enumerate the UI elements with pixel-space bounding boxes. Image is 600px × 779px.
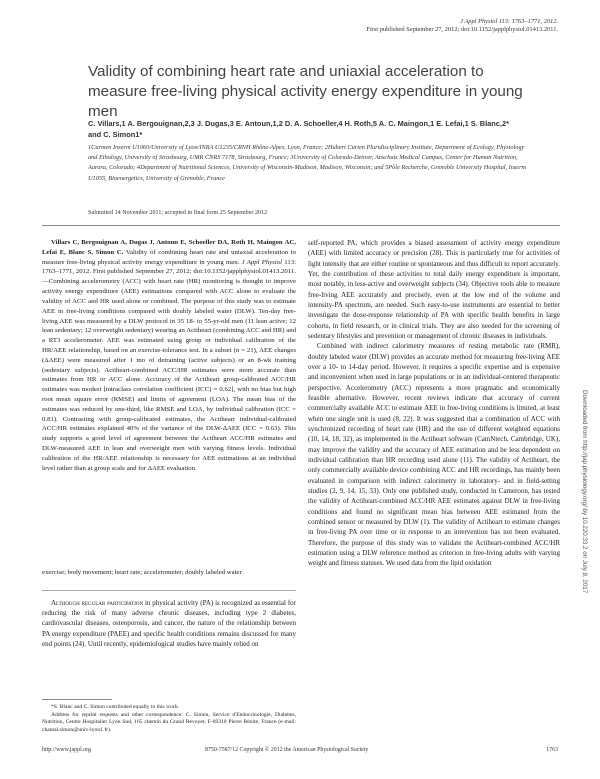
download-watermark: Downloaded from http://jap.physiology.org/ by 10.220.33.2 on July 8, 2017 <box>581 390 588 594</box>
footnote-divider <box>42 699 112 700</box>
introduction-start <box>42 598 296 649</box>
affiliations: 1Carmen Inserm U1060/University of Lyon/INRA U1235/CRNH Rhône-Alpes, Lyon, France; 2Hubert Curien Pluridisciplinary Institute, Department of Ecology, Physiology and Ethology, University of Strasbourg, UMR CNRS 7178, Strasbourg, France; 3University of Colorado-Denver, Anschutz Medical Campus, Center for Human Nutrition, Aurora, Colorado; 4Department of Nutritional Sciences, University of Wisconsin-Madison, Madison, Wisconsin; and 5Pôle Recherche, Grenoble University Hospital, Inserm U1055, Bioenergetics, University of Grenoble, France <box>88 144 527 182</box>
header-divider <box>42 225 560 226</box>
running-header <box>366 18 558 34</box>
footer-copyright: 8750-7587/12 Copyright © 2012 the American Physiological Society <box>205 747 369 753</box>
abstract-citation: J Appl Physiol <box>241 258 282 266</box>
journal-line: J Appl Physiol 113: 1763–1771, 2012. <box>460 18 558 25</box>
intro-body: in physical activity (PA) is recognized as essential for reducing the risk of many adverse chronic diseases, including type 2 diabetes, cardiovascular diseases, osteoporosis, and cancer, the nature of the relationship between PA energy expenditure (PAEE) and specific health conditions remains discussed for many end points (24). Until recently, epidemiological studies have mainly relied on <box>42 599 296 648</box>
footnote-equal-contribution: *S. Blanc and C. Simon contributed equally to this work. <box>51 704 180 710</box>
article-title: Validity of combining heart rate and uniaxial acceleration to measure free-living physical activity energy expenditure in young men <box>88 63 523 120</box>
abstract-authors: Villars C, Bergouignan A, Dugas J, Antoun E, Schoeller DA, Roth H, Maingon AC, Lefai E, Blanc S, Simon C. <box>42 239 296 256</box>
keywords: exercise; body movement; heart rate; accelerometer; doubly labeled water <box>42 569 242 576</box>
abstract-body: 113: 1763–1771, 2012. First published September 27, 2012; doi:10.1152/japplphysiol.01413.2011.—Combining accelerometry (ACC) with heart rate (HR) monitoring is thought to improve activity energy expenditure (AEE) estimations compared with ACC alone to evaluate the validity of ACC and HR used alone or combined. The purpose of this study was to estimate AEE in free-living conditions compared with doubly labeled water (DLW). Ten-day free-living AEE was measured by a DLW protocol in 35 18- to 55-yr-old men (11 lean active; 12 lean sedentary; 12 overweight sedentary) wearing an Actiheart (combining ACC and HR) and a RT3 accelerometer. AEE was estimated using group or individual calibration of the HR/AEE relationship, based on an exercise-tolerance test. In a subset (n = 21), AEE changes (ΔAEE) were measured after 1 mo of detraining (active subjects) or an 8-wk training (sedentary subjects). Actiheart-combined ACC/HR estimates were more accurate than estimates from HR or ACC alone. Accuracy of the Actiheart group-calibrated ACC/HR estimates was modest [intraclass correlation coefficient (ICC) = 0.62], with no bias but high root mean square error (RMSE) and limits of agreement (LOA). The mean bias of the estimates was reduced by one-third, like RMSE and LOA, by individual calibration (ICC = 0.81). Contrasting with group-calibrated estimates, the Actiheart individual-calibrated ACC/HR estimates explained 40% of the variance of the DLW-ΔAEE (ICC = 0.63). This study supports a good level of agreement between the Actiheart ACC/HR estimates and DLW-measured AEE in lean and overweight men with varying fitness levels. Individual calibration of the HR/AEE relationship is necessary for AEE estimations at an individual level rather than at group scale and for ΔAEE evaluation. <box>42 258 296 472</box>
paragraph-self-reported: self-reported PA, which provides a biased assessment of activity energy expenditure (AEE) with limited accuracy or precision (28). This is particularly true for activities of light intensity that are either routine or spontaneous and thus difficult to report accurately. Yet, the contribution of these activities to total daily energy expenditure is important, most notably, in less-active and overweight subjects (34). Objective tools able to measure free-living AEE accurately and precisely, even at the low end of the volume and intensity-PA spectrum, are needed. Such easy-to-use instruments are essential to better investigate the dose-response relationship of PA with specific health benefits in large cohorts, in field research, or in clinical trials. They are also needed for the screening of sedentary lifestyles and prevention or management of chronic diseases in individuals. <box>308 239 560 340</box>
abstract-title: Validity of combining heart rate and uniaxial acceleration to measure free-living physical activity energy expenditure in young men. <box>42 248 296 266</box>
author-list: C. Villars,1 A. Bergouignan,2,3 J. Dugas,3 E. Antoun,1,2 D. A. Schoeller,4 H. Roth,5 A. C. Maingon,1 E. Lefai,1 S. Blanc,2* and C. Simon1* <box>88 119 509 139</box>
first-published-line: First published September 27, 2012; doi:10.1152/japplphysiol.01413.2011. <box>366 26 558 33</box>
page-number: 1763 <box>546 747 558 753</box>
footnote-correspondence: Address for reprint requests and other correspondence: C. Simon, Service d'Endocrinologie, Diabètes, Nutrition, Centre Hospitalier Lyon Sud, 165 chemin du Grand Revoyet, F-69310 Pierre Bénite, France (e-mail: chantal.simon@univ-lyon1.fr). <box>42 711 296 733</box>
submission-dates: Submitted 14 November 2011; accepted in final form 25 September 2012 <box>88 210 268 216</box>
abstract <box>42 238 296 474</box>
footer-url[interactable]: http://www.jappl.org <box>42 747 91 753</box>
paragraph-combined-dlw: Combined with indirect calorimetry measures of resting metabolic rate (RMR), doubly labeled water (DLW) provides an accurate method for measuring free-living AEE over a 10- to 14-day period. However, it requires a specific expertise and is expensive and inconvenient when used in large populations or in an individual-centered therapeutic perspective. Accelerometry (ACC) represents a more pragmatic and economically feasible alternative. However, recent reviews indicate that accuracy of current commercially available ACC to estimate AEE in free-living conditions is limited, at least when one single unit is used (8, 22). It was suggested that a combination of ACC with synchronized recording of heart rate (HR) and the use of different weighted equations (10, 14, 18, 32), as implemented in the Actiheart software (CamNtech, Cambridge, UK), may improve the validity and the accuracy of AEE estimation and be less dependent on individual calibration than HR recording used alone (11). The validity of Actiheart, the only commercially available device combining ACC and HR recordings, has mainly been evaluated in comparison with indirect calorimetry in laboratory- and in field-setting studies (2, 9, 14, 15, 33). Only one published study, conducted in Cameroon, has tested the validity of Actiheart-combined ACC/HR AEE estimates against DLW in free-living conditions and found no significant mean bias between AEE estimated from the combined sensor or measured by DLW (1). The validity of Actiheart to estimate changes in free-living PA over time or in response to an intervention has not been evaluated. Therefore, the purpose of this study was to validate the Actiheart-combined ACC/HR estimation using a DLW reference method as criterion in free-living adults with varying weight and fitness statuses. We used data from the lipid oxidation <box>308 342 560 568</box>
keywords-divider <box>42 590 296 591</box>
right-column <box>308 238 560 569</box>
footnotes <box>42 704 296 734</box>
intro-lead: Although regular participation <box>51 599 144 607</box>
